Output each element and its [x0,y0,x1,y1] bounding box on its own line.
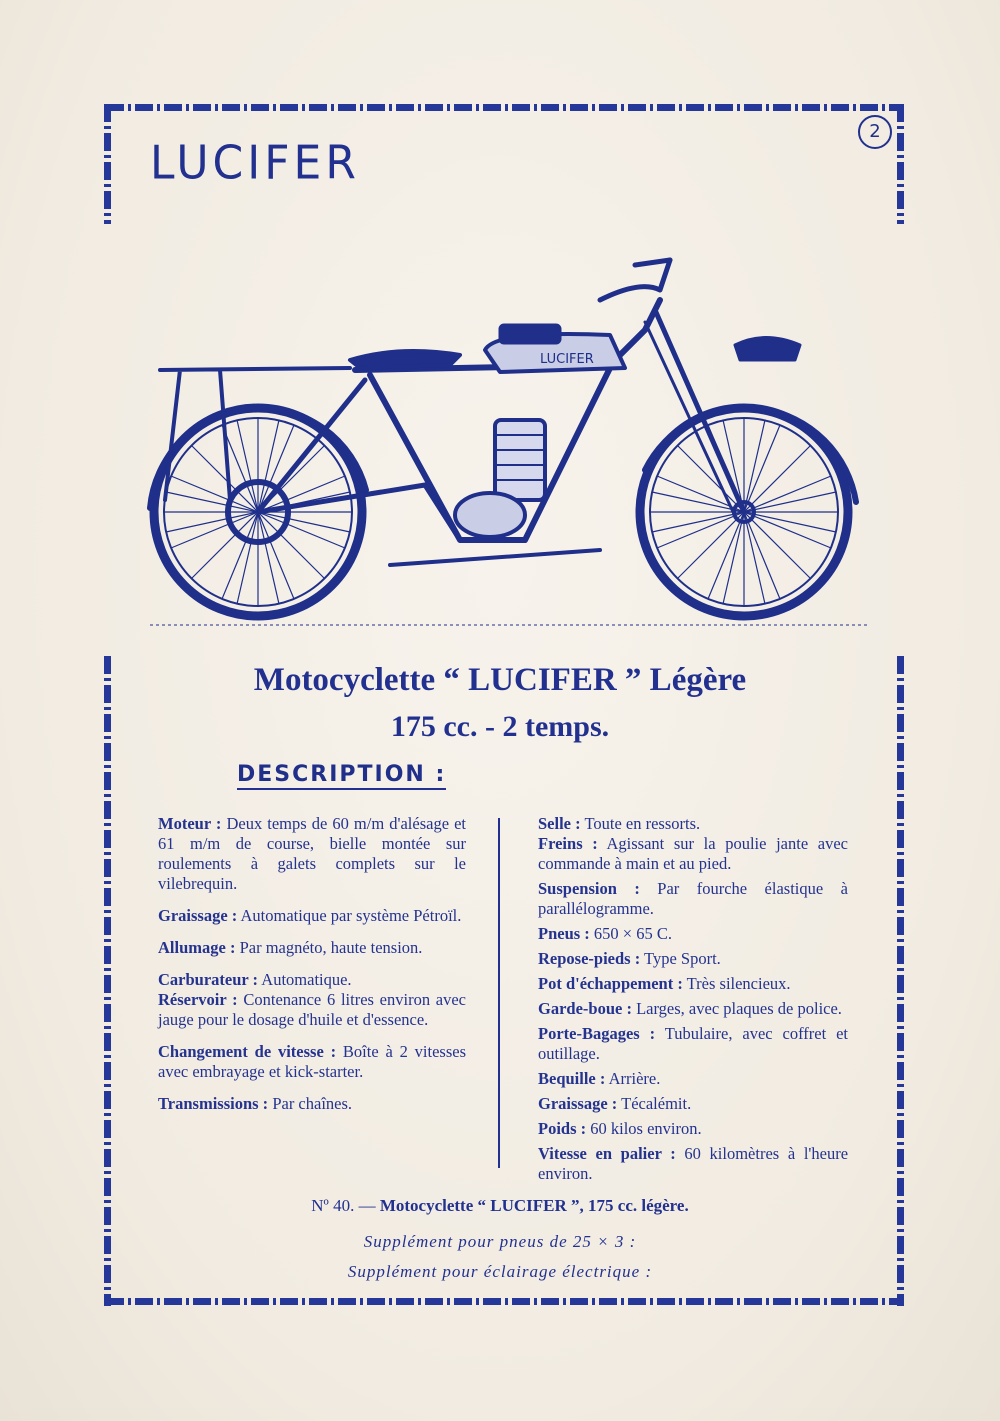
spec-suspension: Suspension : Par fourche élastique à parallélogramme. [538,879,848,918]
spec-allumage: Allumage : Par magnéto, haute tension. [158,938,423,957]
spec-column-right [538,814,848,1184]
spec-freins: Freins : Agissant sur la poulie jante avec commande à main et au pied. [538,834,849,873]
spec-poids: Poids : 60 kilos environ. [538,1119,702,1138]
spec-pot-echappement: Pot d'échappement : Très silencieux. [538,974,791,993]
frame-bottom [106,1298,904,1305]
spec-graissage: Graissage : Automatique par système Pétroïl. [158,906,462,925]
spec-pneus: Pneus : 650 × 65 C. [538,924,672,943]
spec-transmissions: Transmissions : Par chaînes. [158,1094,353,1113]
spec-carburateur: Carburateur : Automatique. [158,970,352,989]
spec-graissage-2: Graissage : Técalémit. [538,1094,692,1113]
frame-top-right [897,104,904,224]
spec-changement-vitesse: Changement de vitesse : Boîte à 2 vitesses avec embrayage et kick-starter. [158,1042,466,1081]
spec-garde-boue: Garde-boue : Larges, avec plaques de police. [538,999,842,1018]
frame-top-left [104,104,111,224]
spec-repose-pieds: Repose-pieds : Type Sport. [538,949,721,968]
frame-top [106,104,904,111]
supplement-tyres: Supplément pour pneus de 25 × 3 : [363,1232,637,1251]
spec-column-left [158,814,466,1114]
model-line [0,1196,1000,1216]
motorcycle-illustration [140,240,880,635]
spec-reservoir: Réservoir : Contenance 6 litres environ avec jauge pour le dosage d'huile et d'essence. [158,990,467,1029]
model-number: Nº 40. — [311,1196,376,1215]
spec-vitesse-palier: Vitesse en palier : 60 kilomètres à l'heure environ. [538,1144,849,1183]
spec-selle: Selle : Toute en ressorts. [538,814,701,833]
page-number: 2 [858,115,892,149]
spec-moteur: Moteur : Deux temps de 60 m/m d'alésage et 61 m/m de course, bielle montée sur roulements à galets complets sur le vilebrequin. [158,814,466,893]
model-name: Motocyclette “ LUCIFER ”, 175 cc. légère. [379,1196,689,1215]
supplement-lighting: Supplément pour éclairage électrique : [347,1262,653,1281]
page-title: Motocyclette “ LUCIFER ” Légère [253,662,747,698]
lucifer-logo: LUCIFER [150,136,360,191]
section-heading: DESCRIPTION : [237,762,446,790]
svg-text:LUCIFER: LUCIFER [540,352,594,367]
page-subtitle: 175 cc. - 2 temps. [390,710,610,743]
spec-porte-bagages: Porte-Bagages : Tubulaire, avec coffret et outillage. [538,1024,849,1063]
column-divider [498,818,500,1168]
spec-bequille: Bequille : Arrière. [538,1069,661,1088]
